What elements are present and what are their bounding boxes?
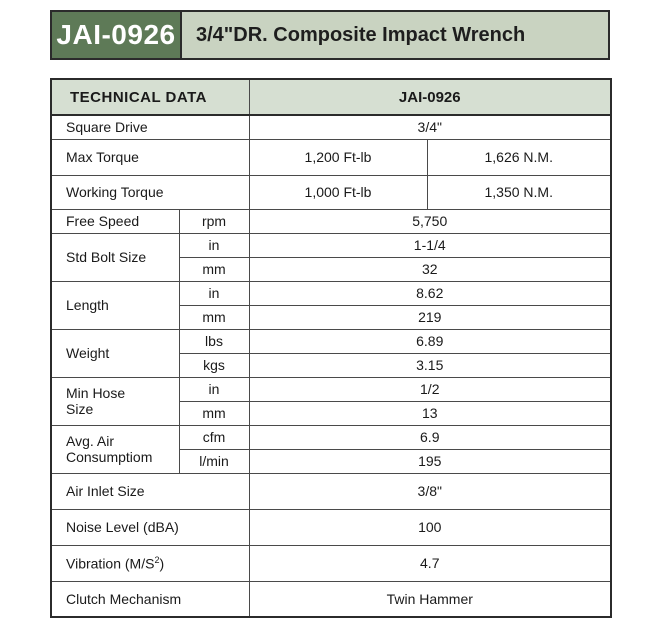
working-torque-ftlb: 1,000 Ft-lb xyxy=(249,175,427,209)
clutch-mechanism-value: Twin Hammer xyxy=(249,581,611,617)
min-hose-size-value-mm: 13 xyxy=(249,401,611,425)
working-torque-label: Working Torque xyxy=(51,175,249,209)
product-header xyxy=(50,10,610,60)
table-row xyxy=(51,115,611,139)
square-drive-value: 3/4" xyxy=(249,115,611,139)
min-hose-size-unit-mm: mm xyxy=(179,401,249,425)
square-drive-label: Square Drive xyxy=(51,115,249,139)
vibration-label xyxy=(51,545,249,581)
std-bolt-size-label: Std Bolt Size xyxy=(51,233,179,281)
avg-air-label-line1: Avg. Air xyxy=(66,433,114,449)
std-bolt-size-unit-in: in xyxy=(179,233,249,257)
weight-label: Weight xyxy=(51,329,179,377)
weight-unit-kgs: kgs xyxy=(179,353,249,377)
free-speed-value: 5,750 xyxy=(249,209,611,233)
std-bolt-size-value-in: 1-1/4 xyxy=(249,233,611,257)
clutch-mechanism-label: Clutch Mechanism xyxy=(51,581,249,617)
avg-air-unit-cfm: cfm xyxy=(179,425,249,449)
table-row xyxy=(51,473,611,509)
air-inlet-size-value: 3/8" xyxy=(249,473,611,509)
avg-air-unit-lmin: l/min xyxy=(179,449,249,473)
table-row xyxy=(51,281,611,305)
std-bolt-size-value-mm: 32 xyxy=(249,257,611,281)
air-inlet-size-label: Air Inlet Size xyxy=(51,473,249,509)
length-value-mm: 219 xyxy=(249,305,611,329)
min-hose-size-label-line2: Size xyxy=(66,401,94,417)
avg-air-value-lmin: 195 xyxy=(249,449,611,473)
noise-level-label: Noise Level (dBA) xyxy=(51,509,249,545)
weight-value-lbs: 6.89 xyxy=(249,329,611,353)
length-unit-mm: mm xyxy=(179,305,249,329)
noise-level-value: 100 xyxy=(249,509,611,545)
vibration-label-end: ) xyxy=(159,555,165,572)
avg-air-value-cfm: 6.9 xyxy=(249,425,611,449)
table-row xyxy=(51,581,611,617)
min-hose-size-value-in: 1/2 xyxy=(249,377,611,401)
technical-data-heading: TECHNICAL DATA xyxy=(51,79,249,115)
table-row xyxy=(51,139,611,175)
model-column-heading: JAI-0926 xyxy=(249,79,611,115)
table-row xyxy=(51,175,611,209)
technical-data-table xyxy=(50,78,612,618)
product-title: 3/4"DR. Composite Impact Wrench xyxy=(196,23,526,46)
model-badge: JAI-0926 xyxy=(52,12,182,58)
table-row xyxy=(51,329,611,353)
min-hose-size-unit-in: in xyxy=(179,377,249,401)
weight-value-kgs: 3.15 xyxy=(249,353,611,377)
table-row xyxy=(51,509,611,545)
std-bolt-size-unit-mm: mm xyxy=(179,257,249,281)
free-speed-label: Free Speed xyxy=(51,209,179,233)
table-header-row xyxy=(51,79,611,115)
weight-unit-lbs: lbs xyxy=(179,329,249,353)
min-hose-size-label-line1: Min Hose xyxy=(66,385,126,401)
length-unit-in: in xyxy=(179,281,249,305)
table-row xyxy=(51,209,611,233)
max-torque-label: Max Torque xyxy=(51,139,249,175)
working-torque-nm: 1,350 N.M. xyxy=(427,175,611,209)
length-value-in: 8.62 xyxy=(249,281,611,305)
table-row xyxy=(51,233,611,257)
vibration-label-text: Vibration (M/S xyxy=(66,555,155,572)
vibration-label-sup: 2 xyxy=(154,554,160,565)
max-torque-nm: 1,626 N.M. xyxy=(427,139,611,175)
avg-air-consumption-label xyxy=(51,425,179,473)
avg-air-label-line2: Consumptiom xyxy=(66,449,153,465)
table-row xyxy=(51,377,611,401)
max-torque-ftlb: 1,200 Ft-lb xyxy=(249,139,427,175)
vibration-value: 4.7 xyxy=(249,545,611,581)
table-row xyxy=(51,545,611,581)
free-speed-unit: rpm xyxy=(179,209,249,233)
length-label: Length xyxy=(51,281,179,329)
table-row xyxy=(51,425,611,449)
min-hose-size-label xyxy=(51,377,179,425)
